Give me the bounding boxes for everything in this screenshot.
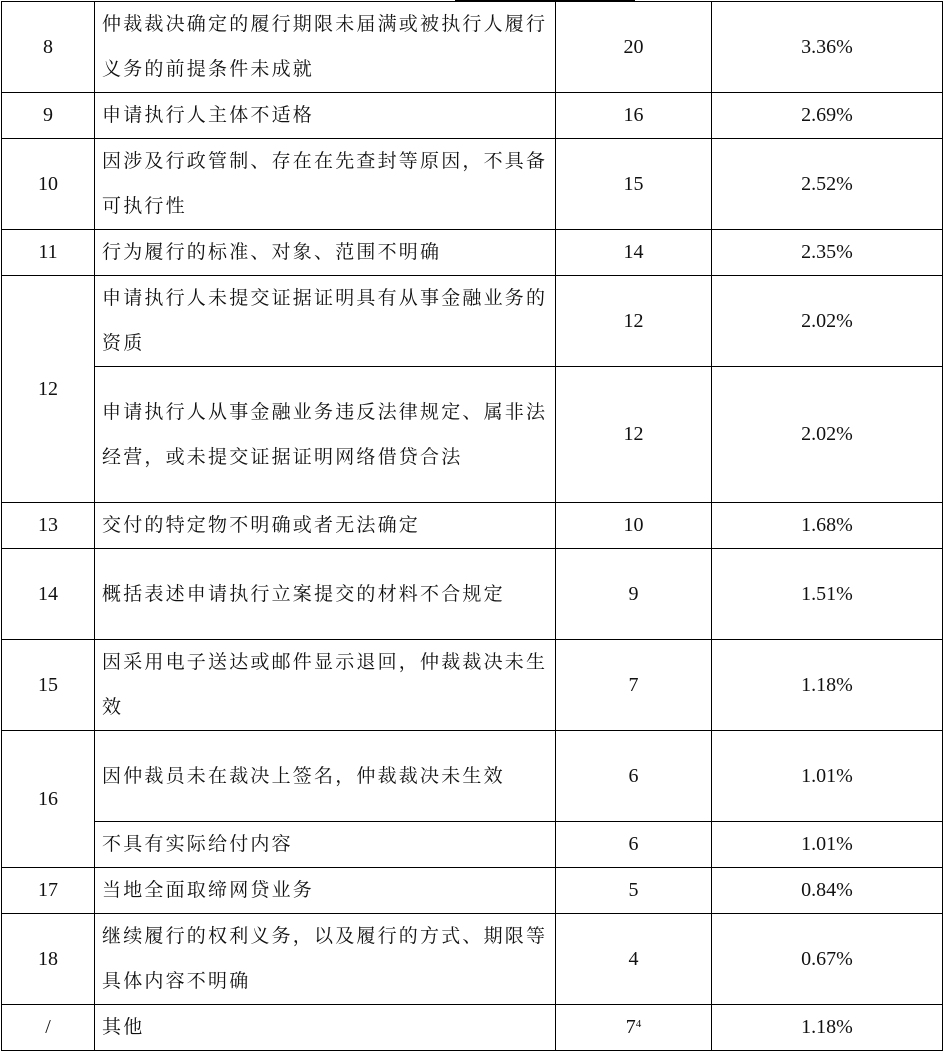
table-row: [2, 503, 943, 549]
table-row: [2, 139, 943, 230]
reason-cell: 申请执行人从事金融业务违反法律规定、属非法经营，或未提交证据证明网络借贷合法: [95, 367, 556, 503]
row-number: 12: [2, 276, 95, 503]
reason-cell: 概括表述申请执行立案提交的材料不合规定: [95, 549, 556, 640]
reason-cell: 申请执行人主体不适格: [95, 93, 556, 139]
percentage-cell: 1.18%: [712, 1005, 943, 1051]
reason-cell: 交付的特定物不明确或者无法确定: [95, 503, 556, 549]
row-number: 18: [2, 914, 95, 1005]
table-row: [2, 367, 943, 503]
count-cell: 15: [556, 139, 712, 230]
row-number: 11: [2, 230, 95, 276]
table-row: [2, 93, 943, 139]
percentage-cell: 2.35%: [712, 230, 943, 276]
table-row: [2, 822, 943, 868]
percentage-cell: 0.84%: [712, 868, 943, 914]
reason-cell: 行为履行的标准、对象、范围不明确: [95, 230, 556, 276]
count-cell: 12: [556, 276, 712, 367]
reason-cell: 不具有实际给付内容: [95, 822, 556, 868]
count-cell: 10: [556, 503, 712, 549]
reason-cell: 因采用电子送达或邮件显示退回，仲裁裁决未生效: [95, 640, 556, 731]
row-number: 9: [2, 93, 95, 139]
statistics-table: [1, 1, 943, 1051]
percentage-cell: 2.69%: [712, 93, 943, 139]
count-cell: 20: [556, 2, 712, 93]
row-number: 14: [2, 549, 95, 640]
percentage-cell: 1.01%: [712, 822, 943, 868]
percentage-cell: 2.02%: [712, 276, 943, 367]
percentage-cell: 1.51%: [712, 549, 943, 640]
count-cell: 5: [556, 868, 712, 914]
table-row: [2, 1005, 943, 1051]
table-row: [2, 868, 943, 914]
reason-cell: 因涉及行政管制、存在在先查封等原因，不具备可执行性: [95, 139, 556, 230]
count-cell: 14: [556, 230, 712, 276]
footnote-marker: 4: [635, 1018, 642, 1030]
table-row: [2, 2, 943, 93]
percentage-cell: 2.52%: [712, 139, 943, 230]
reason-cell: 继续履行的权利义务，以及履行的方式、期限等具体内容不明确: [95, 914, 556, 1005]
percentage-cell: 0.67%: [712, 914, 943, 1005]
reason-cell: 其他: [95, 1005, 556, 1051]
table-row: [2, 914, 943, 1005]
reason-cell: 仲裁裁决确定的履行期限未届满或被执行人履行义务的前提条件未成就: [95, 2, 556, 93]
percentage-cell: 1.18%: [712, 640, 943, 731]
count-cell: 4: [556, 914, 712, 1005]
table-row: [2, 230, 943, 276]
row-number: 16: [2, 731, 95, 868]
reason-cell: 申请执行人未提交证据证明具有从事金融业务的资质: [95, 276, 556, 367]
count-cell: 16: [556, 93, 712, 139]
row-number: 17: [2, 868, 95, 914]
reason-cell: 因仲裁员未在裁决上签名，仲裁裁决未生效: [95, 731, 556, 822]
count-cell: 6: [556, 731, 712, 822]
row-number: 8: [2, 2, 95, 93]
count-cell: 7: [556, 640, 712, 731]
count-cell: [556, 1005, 712, 1051]
table-row: [2, 640, 943, 731]
row-number: 13: [2, 503, 95, 549]
table-row: [2, 731, 943, 822]
count-cell: 12: [556, 367, 712, 503]
percentage-cell: 1.68%: [712, 503, 943, 549]
count-cell: 9: [556, 549, 712, 640]
count-value: 7: [625, 1016, 636, 1038]
count-cell: 6: [556, 822, 712, 868]
row-number: 10: [2, 139, 95, 230]
table-row: [2, 276, 943, 367]
row-number: /: [2, 1005, 95, 1051]
table-row: [2, 549, 943, 640]
row-number: 15: [2, 640, 95, 731]
reason-cell: 当地全面取缔网贷业务: [95, 868, 556, 914]
percentage-cell: 2.02%: [712, 367, 943, 503]
percentage-cell: 3.36%: [712, 2, 943, 93]
percentage-cell: 1.01%: [712, 731, 943, 822]
